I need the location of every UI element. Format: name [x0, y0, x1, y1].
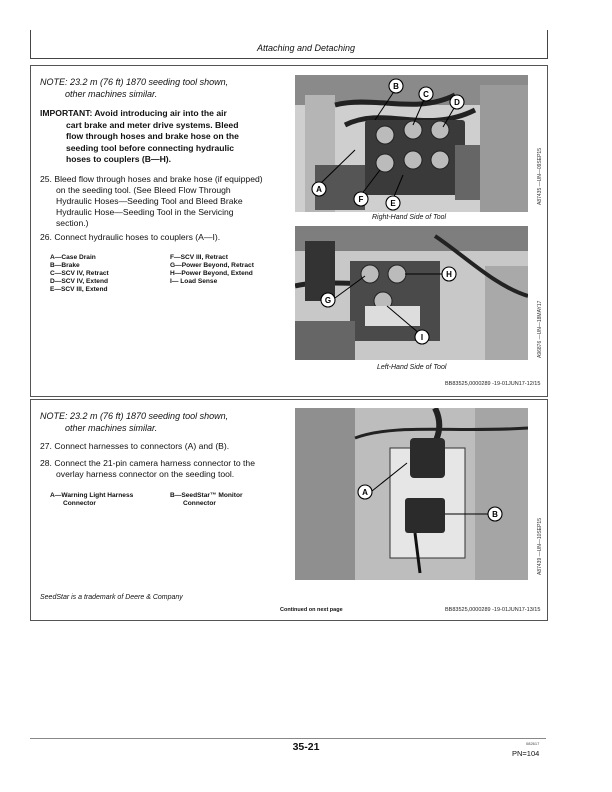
step-line: overlay harness connector on the seeding tool. — [56, 469, 235, 479]
legend-left — [50, 254, 170, 294]
callout-a: A — [362, 488, 368, 497]
step-line: 28. Connect the 21-pin camera harness connector to the — [40, 458, 255, 468]
important-line: cart brake and meter drive systems. Bleed — [66, 119, 239, 130]
important-line: hoses to couplers (B—H). — [66, 154, 172, 164]
step-line: 25. Bleed flow through hoses and brake hose (if equipped) — [40, 174, 263, 184]
legend-item: D—SCV IV, Extend — [50, 278, 109, 285]
important-line: seeding tool before connecting hydraulic — [66, 142, 235, 153]
note-line: other machines similar. — [65, 422, 158, 433]
note-2 — [40, 411, 290, 434]
legend-item: C—SCV IV, Retract — [50, 270, 109, 277]
harness-connectors-illustration — [295, 408, 528, 580]
step-28 — [40, 458, 295, 480]
callout-d: D — [454, 98, 460, 107]
legend-item: F—SCV III, Retract — [170, 254, 228, 261]
page-number: 35-21 — [292, 741, 320, 753]
callout-a: A — [316, 185, 322, 194]
note-line: NOTE: 23.2 m (76 ft) 1870 seeding tool shown, — [40, 77, 229, 87]
legend-line: B—SeedStar™ Monitor — [170, 492, 243, 499]
callout-c: C — [423, 90, 429, 99]
note-line: NOTE: 23.2 m (76 ft) 1870 seeding tool shown, — [40, 411, 229, 421]
legend-a — [50, 492, 170, 508]
continued-note: Continued on next page — [280, 607, 343, 613]
legend-item: I— Load Sense — [170, 278, 218, 285]
photo-harness-connectors — [295, 408, 528, 580]
photo-left-hand-side — [295, 226, 528, 360]
callout-e: E — [390, 199, 396, 208]
step-26: 26. Connect hydraulic hoses to couplers (A—I). — [40, 232, 221, 242]
section1-ref-code: BB83525,0000289 -19-01JUN17-12/15 — [445, 381, 541, 387]
legend-item: B—Brake — [50, 262, 80, 269]
note-line: other machines similar. — [65, 88, 158, 99]
legend-item: G—Power Beyond, Retract — [170, 262, 254, 269]
legend-item: A—Case Drain — [50, 254, 96, 261]
legend-line: Connector — [63, 500, 96, 507]
legend-item: H—Power Beyond, Extend — [170, 270, 253, 277]
legend-line: Connector — [183, 500, 216, 507]
trademark-note: SeedStar is a trademark of Deere & Company — [40, 594, 183, 601]
image2-code: A96876 —UN—18MAY17 — [537, 300, 543, 358]
image1-code: A87435 —UN—09SEP15 — [537, 148, 543, 205]
step-line: Hydraulic Hose—Seeding Tool in the Servicing — [56, 207, 234, 217]
header-title: Attaching and Detaching — [256, 43, 356, 53]
photo-right-hand-side — [295, 75, 528, 212]
legend-line: A—Warning Light Harness — [50, 492, 134, 499]
note-1 — [40, 77, 290, 100]
footer-small-code: 082617 — [526, 741, 540, 746]
important-line: flow through hoses and brake hose on the — [66, 131, 239, 141]
step-line: Hydraulic Hoses—Seeding Tool and Bleed Brake — [56, 196, 243, 206]
image2-caption: Left-Hand Side of Tool — [377, 364, 447, 371]
callout-f: F — [358, 195, 364, 204]
callout-i: I — [420, 333, 424, 342]
legend-item: E—SCV III, Extend — [50, 286, 108, 293]
footer-pn: PN=104 — [512, 749, 540, 758]
hydraulic-couplers-left-illustration — [295, 226, 528, 360]
step-line: section.) — [56, 218, 89, 228]
image3-code: A87439 —UN—10SEP15 — [537, 518, 543, 575]
step-27: 27. Connect harnesses to connectors (A) and (B). — [40, 441, 230, 451]
important-line: IMPORTANT: Avoid introducing air into the air — [40, 108, 227, 118]
callout-h: H — [446, 270, 452, 279]
legend-b — [170, 492, 295, 508]
legend-right — [170, 254, 295, 286]
important-block — [40, 108, 295, 166]
section2-ref-code: BB83525,0000289 -19-01JUN17-13/15 — [445, 607, 541, 613]
step-25 — [40, 174, 295, 229]
image1-caption: Right-Hand Side of Tool — [372, 214, 447, 221]
hydraulic-couplers-illustration — [295, 75, 528, 212]
step-line: on the seeding tool. (See Bleed Flow Through — [56, 185, 231, 195]
callout-b: B — [393, 82, 399, 91]
callout-b: B — [492, 510, 498, 519]
callout-g: G — [324, 296, 332, 305]
footer-rule — [30, 738, 546, 739]
